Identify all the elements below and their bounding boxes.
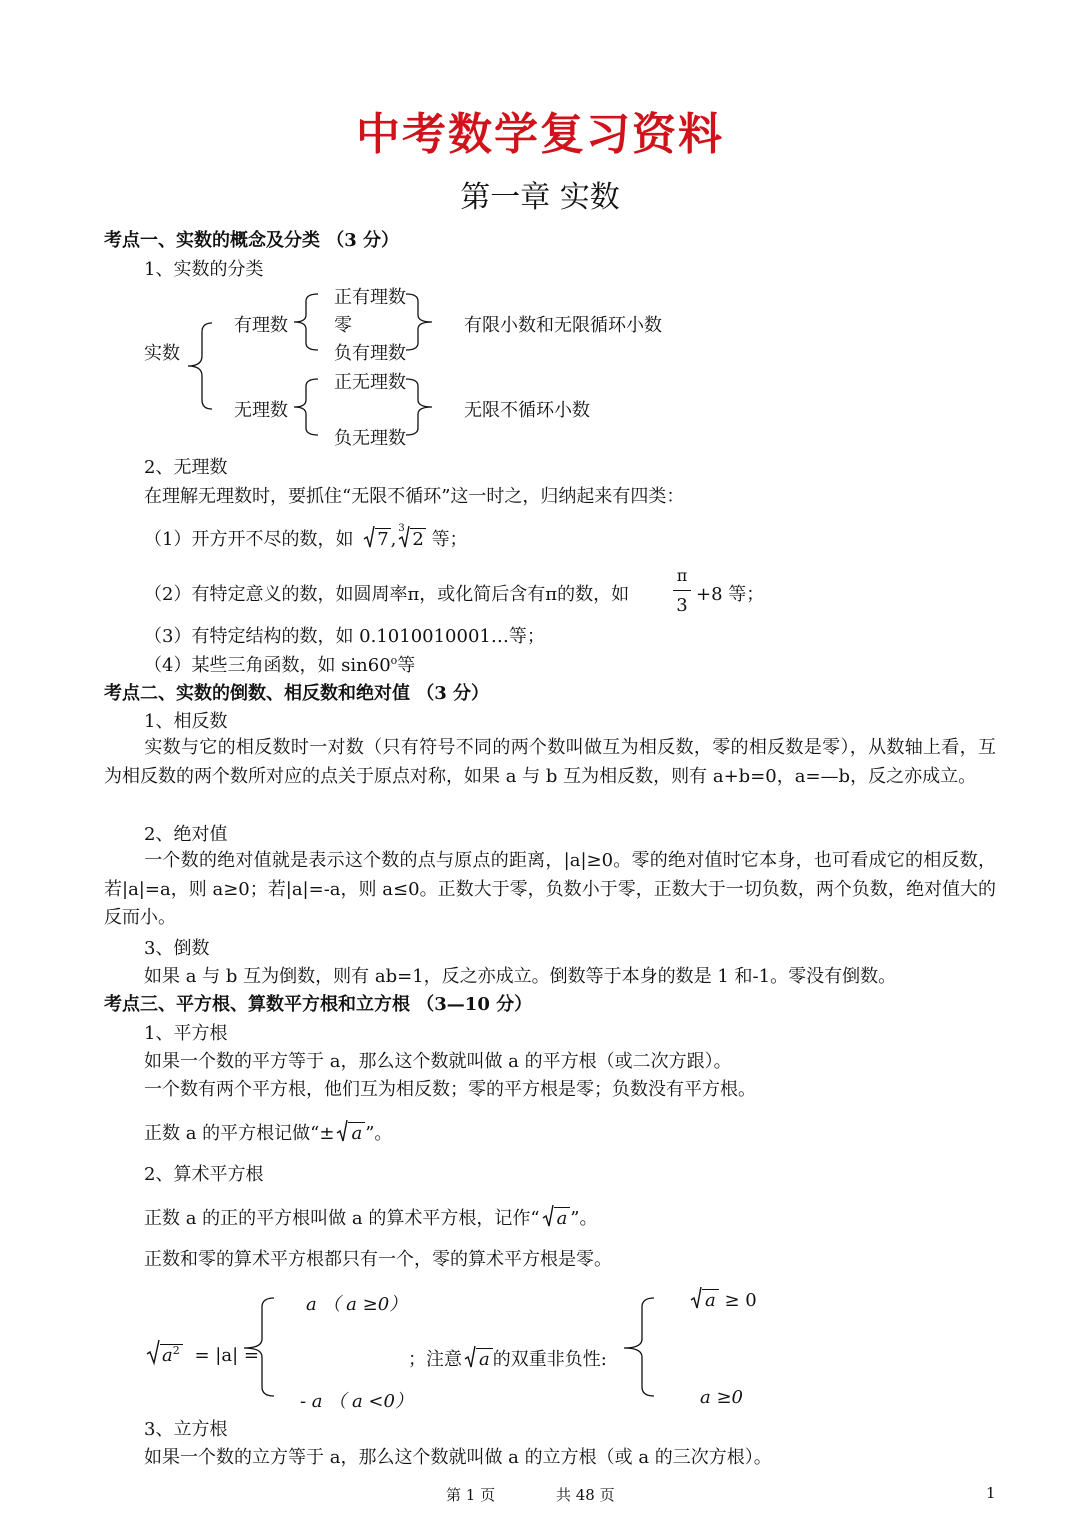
brace-left-root	[184, 322, 214, 410]
double-nonnegativity-note	[408, 1345, 607, 1371]
irrational-item-1	[144, 525, 468, 551]
sqrt-a-var: a	[702, 1289, 719, 1311]
item-1-text: （1）开方开不尽的数，如	[144, 529, 354, 550]
tree-rational-desc: 有限小数和无限循环小数	[464, 315, 662, 336]
notation-end: ”。	[365, 1123, 393, 1144]
radical-sign-icon	[690, 1287, 702, 1311]
sqrt-7	[363, 529, 390, 550]
fraction-bar	[673, 590, 691, 591]
opposite-number-paragraph	[104, 734, 996, 791]
footer-page-number: 1	[986, 1484, 996, 1502]
sqrt-a	[690, 1290, 719, 1311]
item-1-end: 等；	[431, 529, 468, 550]
sqrt-7-value: 7	[377, 529, 389, 550]
brace-right-rational	[404, 293, 434, 351]
section-3-sub1: 1、平方根	[144, 1023, 228, 1044]
tree-irrational-desc: 无限不循环小数	[464, 400, 590, 421]
radical-sign-icon	[363, 526, 375, 550]
irrational-item-4	[144, 651, 415, 677]
radical-sign-icon	[146, 1340, 160, 1366]
section-2-sub3: 3、倒数	[144, 938, 210, 959]
arith-text: 正数 a 的正的平方根叫做 a 的算术平方根，记作“	[144, 1208, 540, 1229]
item-1-comma: ,	[390, 529, 397, 550]
cbrt-2	[396, 523, 425, 550]
case-negative: - a （ a <0）	[300, 1391, 413, 1412]
section-1-sub2: 2、无理数	[144, 457, 228, 478]
abs-equals: = |a| =	[194, 1345, 259, 1366]
item-2-end: +8 等；	[696, 584, 765, 605]
item-2-text: （2）有特定意义的数，如圆周率π，或化简后含有π的数，如	[144, 584, 630, 605]
radical-sign-icon	[396, 526, 410, 550]
sqrt-a-var: a	[162, 1345, 173, 1366]
brace-left-rational	[292, 293, 322, 351]
arithmetic-root-line: 正数和零的算术平方根都只有一个，零的算术平方根是零。	[144, 1249, 612, 1270]
brace-right-irrational	[404, 378, 434, 436]
square-root-line-1: 如果一个数的平方等于 a，那么这个数就叫做 a 的平方根（或二次方跟）。	[144, 1051, 732, 1072]
chapter-title: 第一章 实数	[460, 180, 620, 215]
tree-neg-rational: 负有理数	[334, 343, 406, 364]
radical-sign-icon	[464, 1346, 476, 1370]
tree-irrational: 无理数	[234, 400, 288, 421]
fraction-numerator: π	[676, 566, 688, 585]
radical-sign-icon	[542, 1205, 554, 1229]
sqrt-a-var: a	[348, 1122, 365, 1144]
tree-pos-rational: 正有理数	[334, 287, 406, 308]
radical-sign-icon	[336, 1120, 348, 1144]
document-title: 中考数学复习资料	[356, 109, 724, 160]
section-2-heading: 考点二、实数的倒数、相反数和绝对值 （3 分）	[104, 683, 490, 704]
cbrt-2-value: 2	[412, 529, 424, 550]
opposite-number-text: 实数与它的相反数时一对数（只有符号不同的两个数叫做互为相反数，零的相反数是零），从数轴上看，互为相反数的两个数所对应的点关于原点对称，如果 a 与 b 互为相反数，则有 a+b=0，a=—b，反之亦成立。	[104, 737, 996, 787]
irrational-intro: 在理解无理数时，要抓住“无限不循环”这一时之，归纳起来有四类：	[144, 486, 685, 507]
sqrt-a-var: a	[554, 1207, 571, 1229]
tree-neg-irrational: 负无理数	[334, 428, 406, 449]
square-root-line-2: 一个数有两个平方根，他们互为相反数；零的平方根是零；负数没有平方根。	[144, 1079, 756, 1100]
a-nonneg: a ≥0	[700, 1387, 743, 1408]
tree-pos-irrational: 正无理数	[334, 372, 406, 393]
absolute-value-text: 一个数的绝对值就是表示这个数的点与原点的距离，|a|≥0。零的绝对值时它本身，也可看成它的相反数，若|a|=a，则 a≥0；若|a|=-a，则 a≤0。正数大于零，负数小于零，正数大于一切负数，两个负数，绝对值大的反而小。	[104, 850, 996, 928]
item-4-end: 等	[397, 655, 416, 676]
tree-zero: 零	[334, 315, 352, 336]
cube-root-line: 如果一个数的立方等于 a，那么这个数就叫做 a 的立方根（或 a 的三次方根）。	[144, 1447, 772, 1468]
arithmetic-root-definition	[144, 1204, 598, 1230]
brace-left-irrational	[292, 378, 322, 436]
square-root-notation	[144, 1119, 392, 1145]
brace-cases	[238, 1297, 278, 1397]
fraction-denominator: 3	[676, 595, 688, 616]
section-3-sub2: 2、算术平方根	[144, 1164, 264, 1185]
tree-root: 实数	[144, 343, 180, 364]
section-2-sub1: 1、相反数	[144, 711, 228, 732]
case-nonnegative: a （ a ≥0）	[306, 1294, 408, 1315]
irrational-item-3: （3）有特定结构的数，如 0.1010010001…等；	[144, 626, 545, 647]
note-text: ；注意	[408, 1349, 462, 1370]
arith-end: ”。	[570, 1208, 598, 1229]
reciprocal-text: 如果 a 与 b 互为倒数，则有 ab=1，反之亦成立。倒数等于本身的数是 1 和-1。零没有倒数。	[144, 966, 897, 987]
footer-total: 共 48 页	[556, 1486, 615, 1504]
section-1-sub1: 1、实数的分类	[144, 259, 264, 280]
sqrt-a-squared	[146, 1344, 183, 1366]
item-4-text: （4）某些三角函数，如 sin60	[144, 655, 391, 676]
section-2-sub2: 2、绝对值	[144, 824, 228, 845]
sqrt-a	[464, 1349, 493, 1370]
r1-text: ≥ 0	[724, 1290, 757, 1311]
irrational-item-2	[144, 580, 629, 606]
sqrt-a	[336, 1123, 365, 1144]
section-3-sub3: 3、立方根	[144, 1419, 228, 1440]
section-3-heading: 考点三、平方根、算数平方根和立方根 （3—10 分）	[104, 994, 533, 1015]
degree-sup: o	[390, 654, 398, 667]
note-end: 的双重非负性:	[492, 1349, 607, 1370]
sqrt-a	[542, 1208, 571, 1229]
tree-rational: 有理数	[234, 315, 288, 336]
sqrt-a-nonneg	[690, 1290, 757, 1311]
absolute-value-paragraph	[104, 847, 996, 933]
notation-text: 正数 a 的平方根记做“±	[144, 1123, 335, 1144]
sqrt-a-var: a	[476, 1348, 493, 1370]
square-exponent: 2	[172, 1344, 180, 1357]
footer-page: 第 1 页	[446, 1486, 496, 1504]
cbrt-index: 3	[398, 523, 405, 534]
section-1-heading: 考点一、实数的概念及分类 （3 分）	[104, 230, 400, 251]
brace-nonneg	[618, 1297, 658, 1397]
